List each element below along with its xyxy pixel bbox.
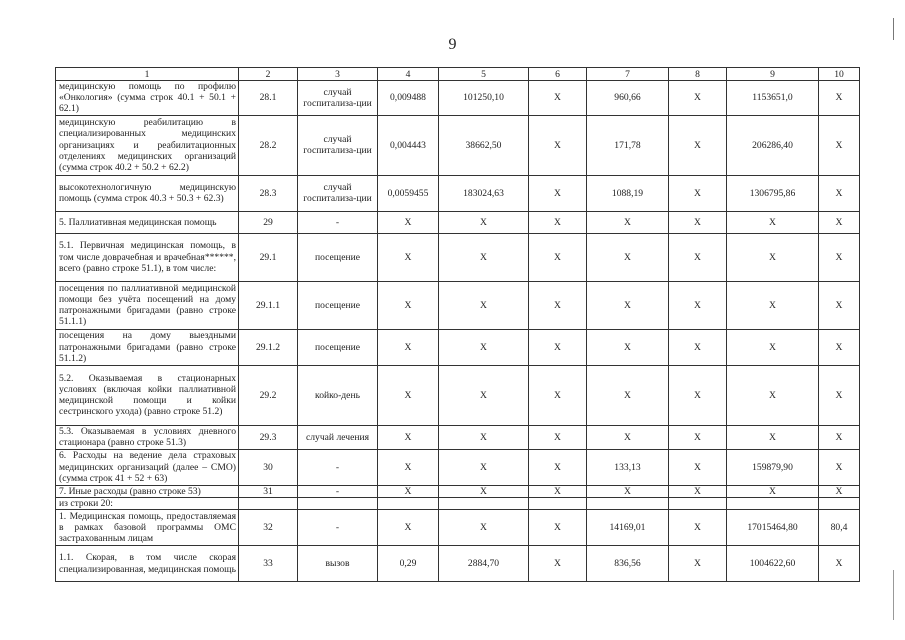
row-unit: -	[298, 449, 378, 485]
cell-col6: X	[529, 485, 587, 497]
cell-col8: X	[669, 365, 727, 425]
cell-col9: 1004622,60	[727, 546, 819, 582]
cell-col7: X	[587, 233, 669, 281]
cell-col5: X	[439, 449, 529, 485]
cell-col7: X	[587, 329, 669, 365]
cell-col7: X	[587, 281, 669, 329]
column-header: 1	[56, 68, 239, 81]
cell-col5: X	[439, 485, 529, 497]
cell-col6: X	[529, 449, 587, 485]
cell-col9: 1306795,86	[727, 175, 819, 211]
row-name: посещения на дому выездными патронажными бригадами (равно строке 51.1.2)	[56, 329, 239, 365]
row-code: 32	[239, 510, 298, 546]
cell-col8: X	[669, 81, 727, 116]
cell-col7: 1088,19	[587, 175, 669, 211]
row-code: 30	[239, 449, 298, 485]
row-name: 1. Медицинская помощь, предоставляемая в рамках базовой программы ОМС застрахованным лицам	[56, 510, 239, 546]
cell-col10: X	[819, 233, 860, 281]
row-unit: случай госпитализа-ции	[298, 115, 378, 175]
cell-col10: X	[819, 175, 860, 211]
column-header: 9	[727, 68, 819, 81]
table-row	[56, 485, 860, 497]
row-name: 5. Паллиативная медицинская помощь	[56, 211, 239, 233]
cell-col6	[529, 497, 587, 509]
cell-col7: 133,13	[587, 449, 669, 485]
cell-col10: X	[819, 281, 860, 329]
table-row	[56, 211, 860, 233]
cell-col4: 0,009488	[378, 81, 439, 116]
column-header: 2	[239, 68, 298, 81]
row-name: 5.3. Оказываемая в условиях дневного стационара (равно строке 51.3)	[56, 425, 239, 449]
cell-col6: X	[529, 175, 587, 211]
row-code	[239, 497, 298, 509]
cell-col6: X	[529, 115, 587, 175]
cell-col10	[819, 497, 860, 509]
cell-col5: X	[439, 233, 529, 281]
row-name: посещения по паллиативной медицинской помощи без учёта посещений на дому патронажными бригадами (равно строке 51.1.1)	[56, 281, 239, 329]
column-header: 7	[587, 68, 669, 81]
cell-col8: X	[669, 449, 727, 485]
cell-col10: X	[819, 365, 860, 425]
column-header: 4	[378, 68, 439, 81]
row-unit: случай госпитализа-ции	[298, 175, 378, 211]
row-name: высокотехнологичную медицинскую помощь (сумма строк 40.3 + 50.3 + 62.3)	[56, 175, 239, 211]
row-code: 29.1.1	[239, 281, 298, 329]
cell-col10: X	[819, 449, 860, 485]
row-code: 31	[239, 485, 298, 497]
cell-col5: X	[439, 281, 529, 329]
row-unit: -	[298, 485, 378, 497]
column-header: 10	[819, 68, 860, 81]
row-name: 5.1. Первичная медицинская помощь, в том числе доврачебная и врачебная******, всего (равно строке 51.1), в том числе:	[56, 233, 239, 281]
row-unit: посещение	[298, 233, 378, 281]
row-unit: случай лечения	[298, 425, 378, 449]
cell-col5: X	[439, 425, 529, 449]
cell-col4: X	[378, 233, 439, 281]
row-code: 28.1	[239, 81, 298, 116]
cell-col4: X	[378, 485, 439, 497]
cell-col8: X	[669, 175, 727, 211]
cell-col10: X	[819, 81, 860, 116]
cell-col7: 960,66	[587, 81, 669, 116]
cell-col6: X	[529, 211, 587, 233]
row-name: медицинскую реабилитацию в специализированных медицинских организациях и реабилитационных отделениях медицинских организаций (сумма строк 40.2 + 50.2 + 62.2)	[56, 115, 239, 175]
cell-col9: X	[727, 485, 819, 497]
cell-col7	[587, 497, 669, 509]
cell-col4: X	[378, 365, 439, 425]
table-row	[56, 510, 860, 546]
cell-col5: 183024,63	[439, 175, 529, 211]
row-unit: -	[298, 510, 378, 546]
cell-col10: X	[819, 425, 860, 449]
row-unit	[298, 497, 378, 509]
row-name: 7. Иные расходы (равно строке 53)	[56, 485, 239, 497]
cell-col5: 2884,70	[439, 546, 529, 582]
cell-col6: X	[529, 281, 587, 329]
cell-col7: X	[587, 211, 669, 233]
cell-col4	[378, 497, 439, 509]
cell-col7: 14169,01	[587, 510, 669, 546]
cell-col9: X	[727, 329, 819, 365]
cell-col9: 159879,90	[727, 449, 819, 485]
cell-col8: X	[669, 425, 727, 449]
cell-col6: X	[529, 425, 587, 449]
cell-col7: 171,78	[587, 115, 669, 175]
cell-col8: X	[669, 510, 727, 546]
table-row	[56, 329, 860, 365]
row-code: 29	[239, 211, 298, 233]
cell-col5: X	[439, 329, 529, 365]
cell-col8: X	[669, 233, 727, 281]
cell-col9: X	[727, 365, 819, 425]
row-unit: койко-день	[298, 365, 378, 425]
cell-col5: 38662,50	[439, 115, 529, 175]
cell-col5: X	[439, 211, 529, 233]
cell-col6: X	[529, 365, 587, 425]
cell-col9: 17015464,80	[727, 510, 819, 546]
cell-col4: X	[378, 329, 439, 365]
cell-col6: X	[529, 329, 587, 365]
row-unit: случай госпитализа-ции	[298, 81, 378, 116]
cell-col5: 101250,10	[439, 81, 529, 116]
cell-col7: 836,56	[587, 546, 669, 582]
row-unit: -	[298, 211, 378, 233]
row-name: 5.2. Оказываемая в стационарных условиях (включая койки паллиативной медицинской помощи и койки сестринского ухода) (равно строке 51.2)	[56, 365, 239, 425]
cell-col4: 0,004443	[378, 115, 439, 175]
row-unit: вызов	[298, 546, 378, 582]
cell-col9: X	[727, 233, 819, 281]
cell-col4: X	[378, 281, 439, 329]
margin-rule	[893, 570, 894, 620]
cell-col8: X	[669, 329, 727, 365]
cell-col6: X	[529, 510, 587, 546]
cell-col5: X	[439, 365, 529, 425]
column-header: 8	[669, 68, 727, 81]
column-header: 6	[529, 68, 587, 81]
row-code: 28.3	[239, 175, 298, 211]
header-row	[56, 68, 860, 81]
margin-rule	[893, 18, 894, 40]
row-code: 29.1	[239, 233, 298, 281]
cell-col4: X	[378, 425, 439, 449]
row-code: 29.1.2	[239, 329, 298, 365]
data-table	[55, 67, 860, 582]
cell-col10: X	[819, 115, 860, 175]
cell-col8: X	[669, 485, 727, 497]
cell-col4: X	[378, 211, 439, 233]
row-unit: посещение	[298, 281, 378, 329]
table-row	[56, 115, 860, 175]
cell-col7: X	[587, 365, 669, 425]
row-code: 33	[239, 546, 298, 582]
cell-col7: X	[587, 485, 669, 497]
cell-col8: X	[669, 211, 727, 233]
cell-col10: X	[819, 211, 860, 233]
cell-col8: X	[669, 546, 727, 582]
row-name: 6. Расходы на ведение дела страховых медицинских организаций (далее – СМО) (сумма строк 41 + 52 + 63)	[56, 449, 239, 485]
row-name: 1.1. Скорая, в том числе скорая специализированная, медицинская помощь	[56, 546, 239, 582]
cell-col5	[439, 497, 529, 509]
column-header: 3	[298, 68, 378, 81]
row-code: 28.2	[239, 115, 298, 175]
cell-col10: X	[819, 546, 860, 582]
cell-col6: X	[529, 233, 587, 281]
cell-col4: X	[378, 449, 439, 485]
cell-col10: X	[819, 329, 860, 365]
cell-col6: X	[529, 546, 587, 582]
table-row	[56, 497, 860, 509]
cell-col4: 0,0059455	[378, 175, 439, 211]
table-row	[56, 175, 860, 211]
cell-col10: X	[819, 485, 860, 497]
row-name: медицинскую помощь по профилю «Онкология» (сумма строк 40.1 + 50.1 + 62.1)	[56, 81, 239, 116]
table-row	[56, 281, 860, 329]
page-number: 9	[448, 36, 457, 53]
cell-col7: X	[587, 425, 669, 449]
row-code: 29.2	[239, 365, 298, 425]
cell-col9	[727, 497, 819, 509]
table-row	[56, 546, 860, 582]
row-name: из строки 20:	[56, 497, 239, 509]
cell-col9: X	[727, 211, 819, 233]
table-row	[56, 233, 860, 281]
row-code: 29.3	[239, 425, 298, 449]
cell-col5: X	[439, 510, 529, 546]
column-header: 5	[439, 68, 529, 81]
cell-col9: 206286,40	[727, 115, 819, 175]
cell-col4: X	[378, 510, 439, 546]
cell-col10: 80,4	[819, 510, 860, 546]
cell-col9: X	[727, 281, 819, 329]
cell-col9: X	[727, 425, 819, 449]
cell-col8: X	[669, 281, 727, 329]
row-unit: посещение	[298, 329, 378, 365]
table-row	[56, 365, 860, 425]
cell-col6: X	[529, 81, 587, 116]
cell-col8	[669, 497, 727, 509]
table-row	[56, 425, 860, 449]
cell-col8: X	[669, 115, 727, 175]
table-row	[56, 449, 860, 485]
cell-col9: 1153651,0	[727, 81, 819, 116]
cell-col4: 0,29	[378, 546, 439, 582]
table-row	[56, 81, 860, 116]
